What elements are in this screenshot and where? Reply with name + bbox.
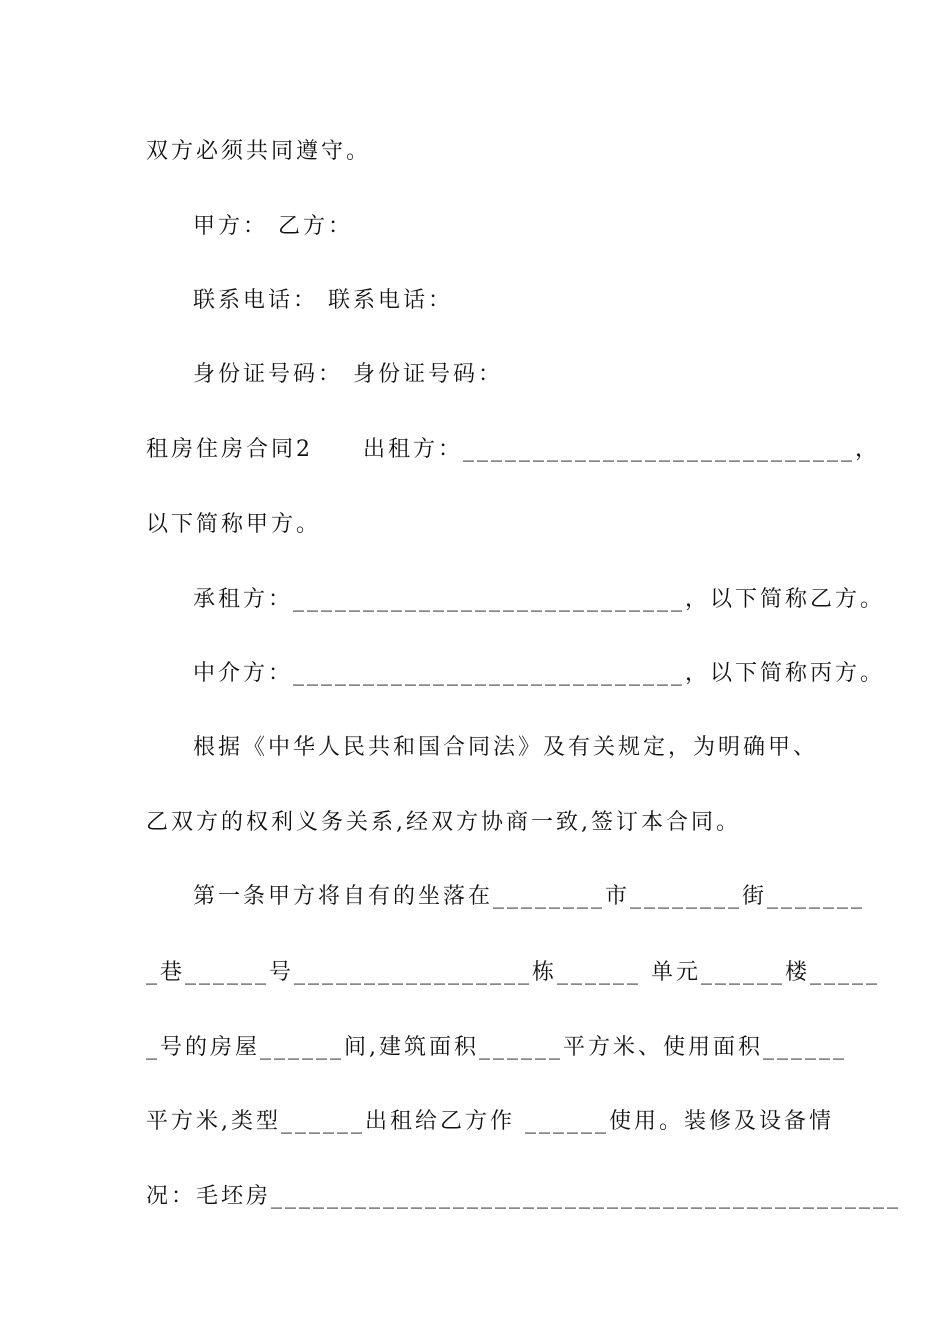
article-one-line: _巷______号_________________栋______ 单元______楼_____: [146, 960, 880, 985]
contact-phone-label: 联系电话： 联系电话：: [193, 288, 453, 313]
id-number-label: 身份证号码： 身份证号码：: [193, 362, 503, 387]
article-one-line: 平方米,类型______出租给乙方作 ______使用。装修及设备情: [146, 1109, 834, 1134]
article-one-line: 况：毛坯房_____________________________________________: [146, 1184, 902, 1209]
article-one-line: 第一条甲方将自有的坐落在________市________街_______: [193, 884, 866, 909]
text-line: 双方必须共同遵守。: [146, 139, 372, 164]
agent-line: 中介方：____________________________，以下简称丙方。: [193, 661, 886, 686]
party-a-b-label: 甲方： 乙方：: [193, 214, 353, 239]
contract-title-lessor-line: 租房住房合同2 出租方：____________________________，: [146, 437, 880, 462]
text-line: 以下简称甲方。: [146, 512, 322, 537]
paragraph-line: 根据《中华人民共和国合同法》及有关规定，为明确甲、: [193, 735, 819, 760]
article-one-line: _号的房屋______间,建筑面积______平方米、使用面积______: [146, 1035, 847, 1060]
paragraph-line: 乙双方的权利义务关系,经双方协商一致,签订本合同。: [146, 810, 741, 835]
lessee-line: 承租方：____________________________，以下简称乙方。: [193, 587, 886, 612]
